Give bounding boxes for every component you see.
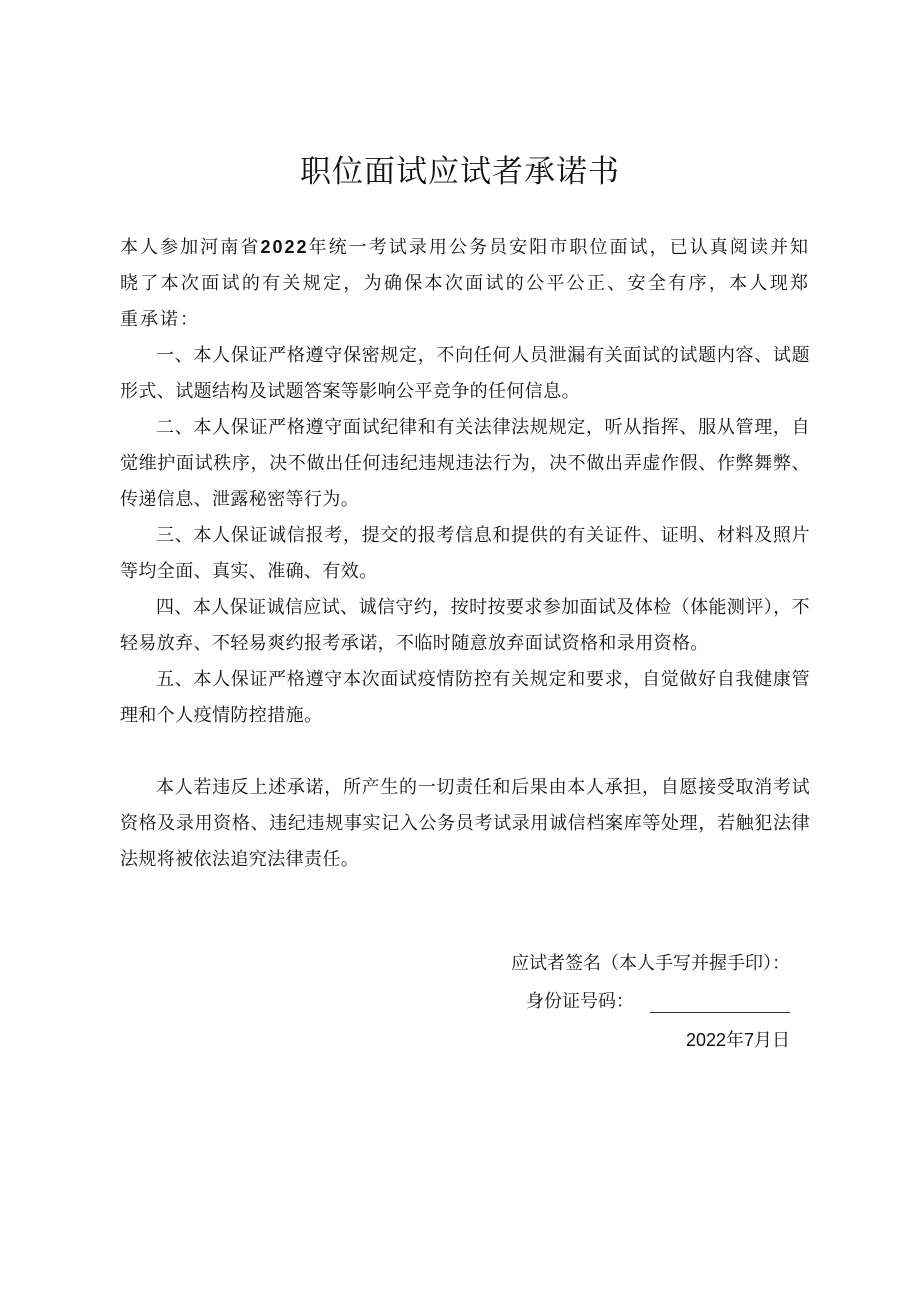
intro-year: 2022: [260, 237, 309, 257]
clause-3: 三、本人保证诚信报考，提交的报考信息和提供的有关证件、证明、材料及照片等均全面、真实、准确、有效。: [120, 525, 810, 582]
document-title: 职位面试应试者承诺书: [300, 154, 620, 190]
paragraph-spacer: [120, 734, 810, 770]
date-month: 7: [743, 1030, 754, 1050]
id-number-label: 身份证号码：: [526, 991, 634, 1012]
intro-before-year: 本人参加河南省: [120, 237, 261, 258]
date-year: 2022: [685, 1030, 726, 1050]
clause-1: 一、本人保证严格遵守保密规定，不向任何人员泄漏有关面试的试题内容、试题形式、试题结构及试题答案等影响公平竞争的任何信息。: [120, 345, 810, 402]
id-number-line: [526, 987, 790, 1017]
date-month-char: 月: [754, 1030, 772, 1051]
date-line: [686, 1025, 790, 1056]
clause-4: 四、本人保证诚信应试、诚信守约，按时按要求参加面试及体检（体能测评），不轻易放弃、不轻易爽约报考承诺，不临时随意放弃面试资格和录用资格。: [120, 597, 810, 654]
intro-paragraph: [120, 229, 810, 338]
clause-2: 二、本人保证严格遵守面试纪律和有关法律法规规定，听从指挥、服从管理，自觉维护面试秩序，决不做出任何违纪违规违法行为，决不做出弄虚作假、作弊舞弊、传递信息、泄露秘密等行为。: [120, 417, 810, 510]
signature-label: 应试者签名（本人手写并握手印）：: [511, 953, 790, 974]
date-year-char: 年: [725, 1030, 744, 1051]
closing-paragraph: 本人若违反上述承诺，所产生的一切责任和后果由本人承担，自愿接受取消考试资格及录用资格、违纪违规事实记入公务员考试录用诚信档案库等处理，若触犯法律法规将被依法追究法律责任。: [120, 777, 810, 870]
id-number-blank[interactable]: [650, 992, 790, 1013]
date-day-char: 日: [772, 1030, 790, 1051]
intro-after-year: 年统一考试录用公务员安阳市职位面试，已认真阅读并知晓了本次面试的有关规定，为确保本次面试的公平公正、安全有序，本人现郑重承诺：: [120, 237, 811, 330]
clause-5: 五、本人保证严格遵守本次面试疫情防控有关规定和要求，自觉做好自我健康管理和个人疫情防控措施。: [120, 669, 810, 726]
signature-line: [511, 949, 790, 979]
document-body: [120, 229, 810, 878]
